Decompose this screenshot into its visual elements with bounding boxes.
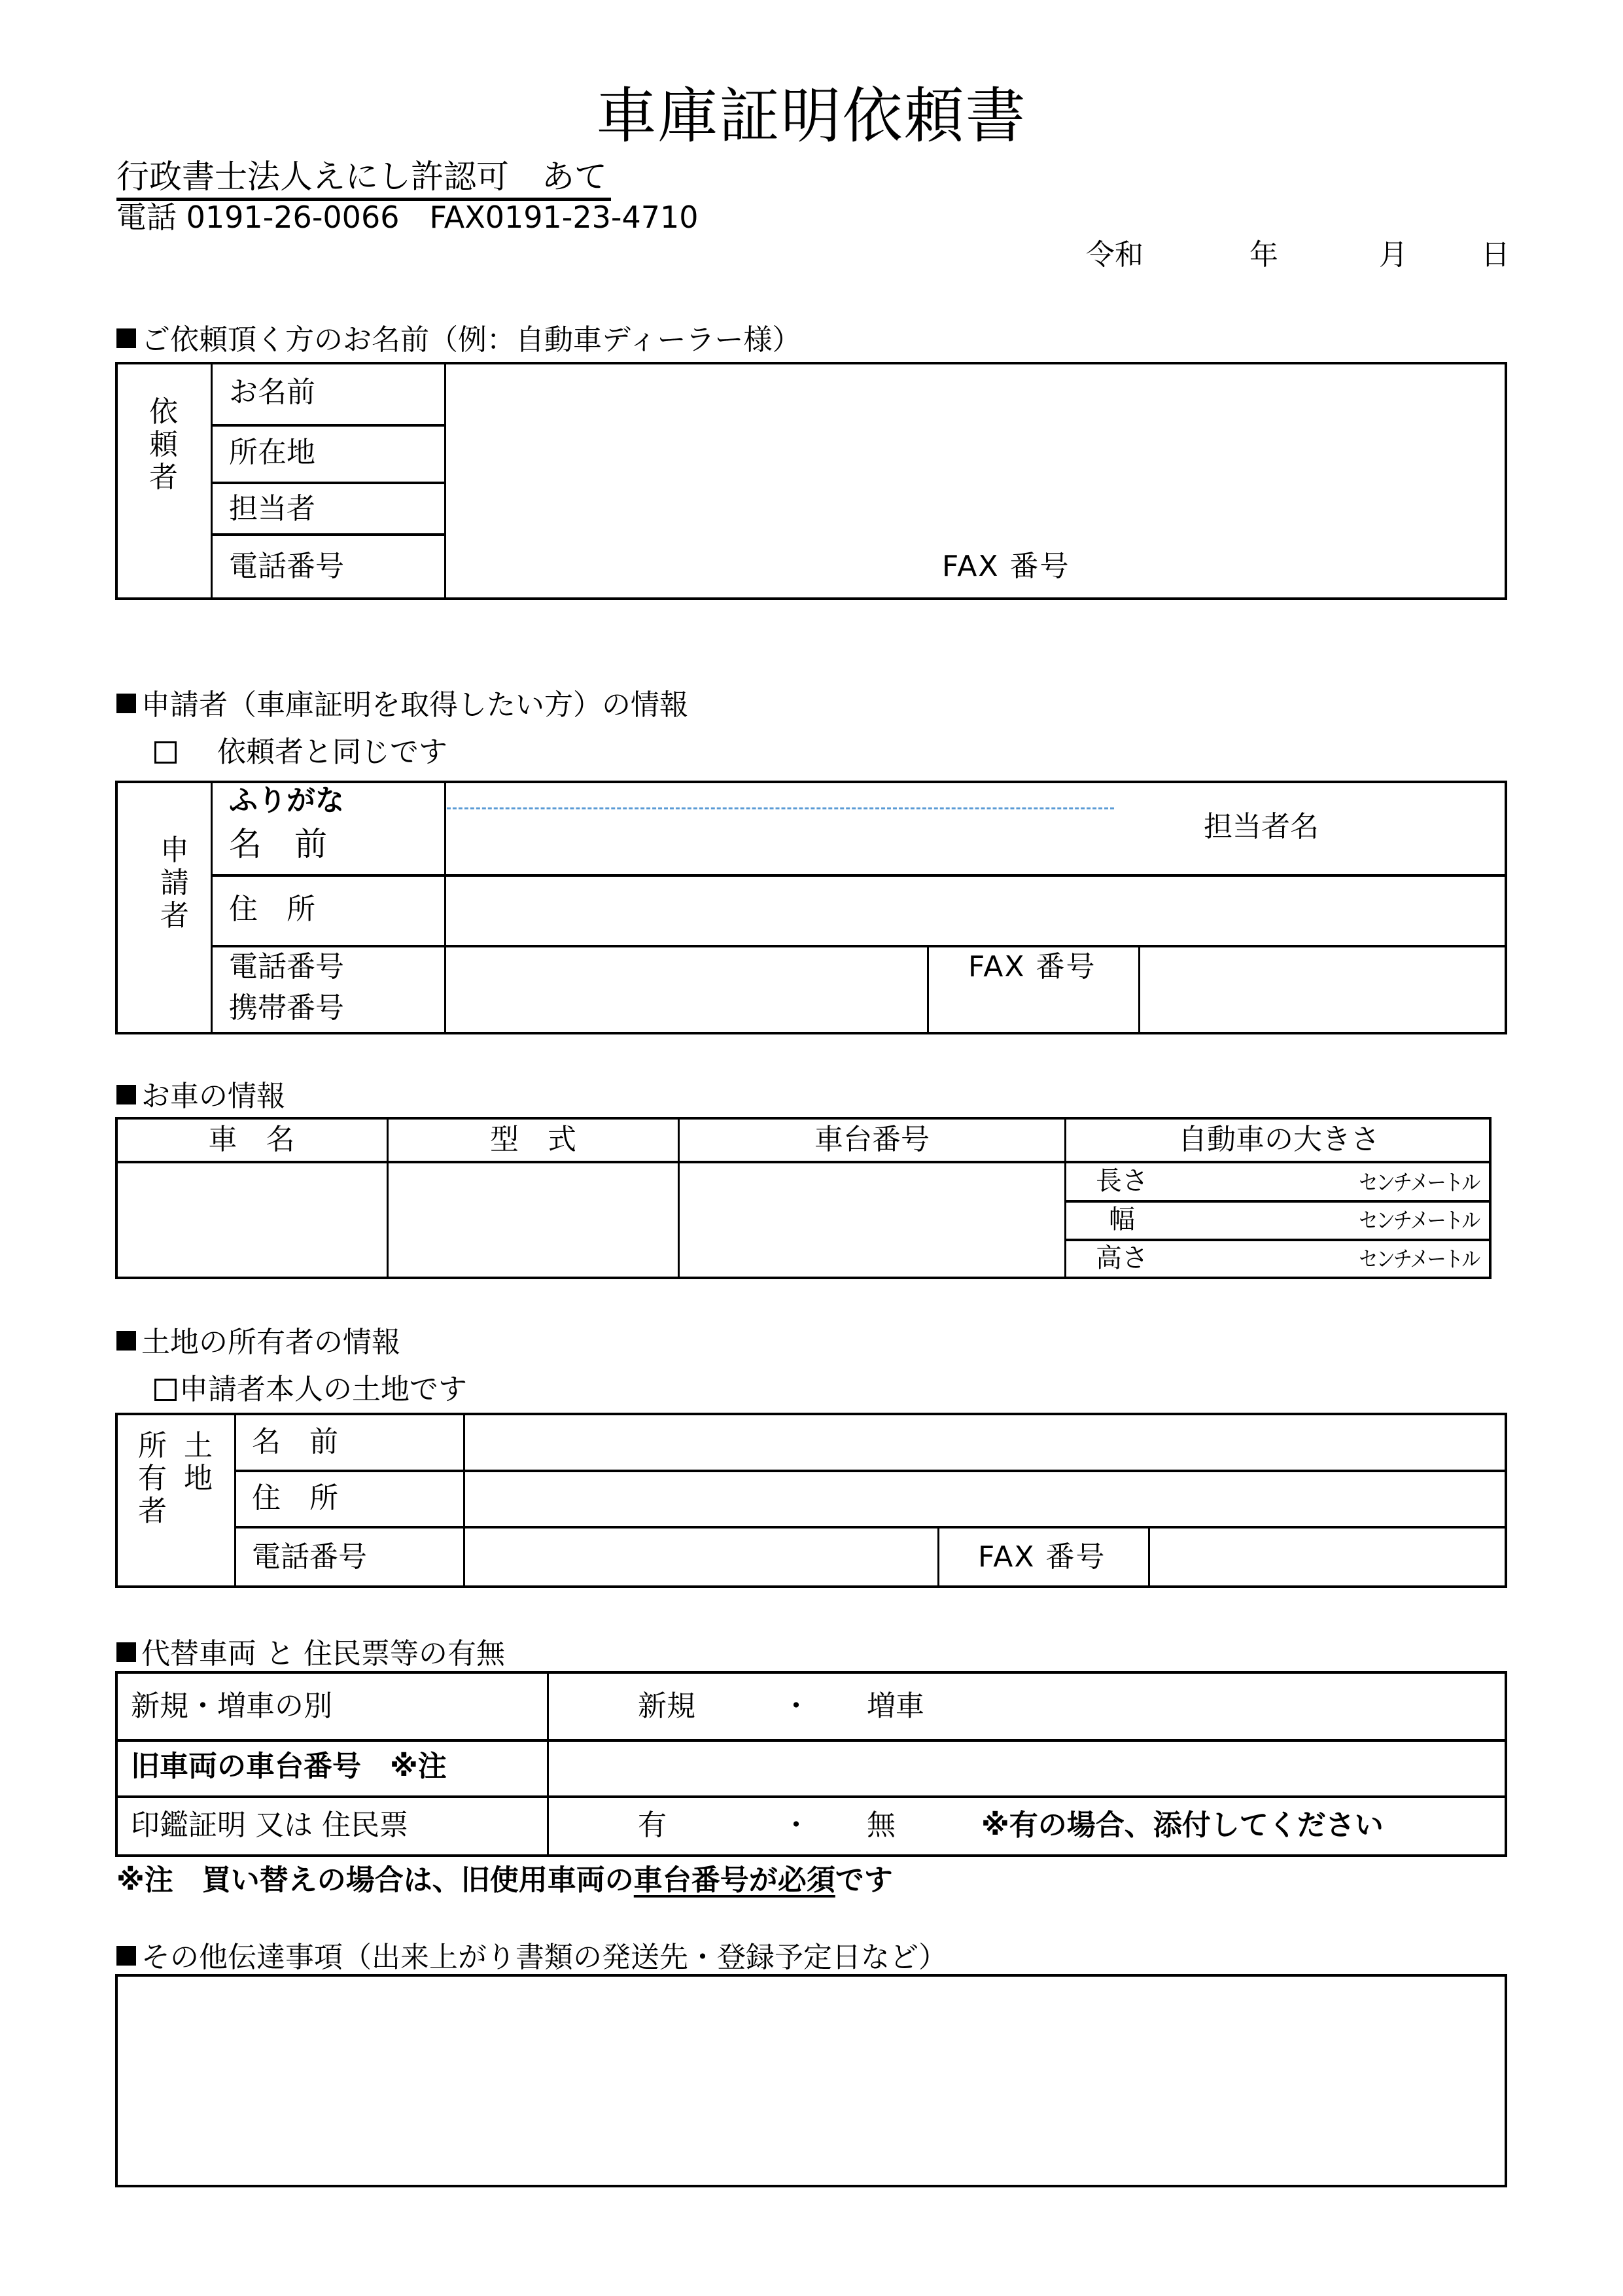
date-month-input[interactable] — [1289, 236, 1374, 275]
divider — [211, 533, 445, 536]
landowner-address-label: 住 所 — [252, 1481, 338, 1515]
square-bullet-icon — [116, 1946, 136, 1966]
side-label-char: 所 — [138, 1429, 167, 1462]
divider — [463, 1414, 465, 1587]
divider — [211, 363, 213, 599]
width-label: 幅 — [1109, 1205, 1135, 1235]
landowner-name-label: 名 前 — [252, 1425, 338, 1458]
applicant-fax-label: FAX 番号 — [968, 950, 1096, 983]
side-label-char: 者 — [149, 461, 178, 494]
divider — [937, 1527, 939, 1587]
date-day-input[interactable] — [1413, 236, 1478, 275]
applicant-name-label: 名 前 — [229, 825, 327, 863]
requester-fax-input[interactable] — [1086, 536, 1505, 597]
landowner-heading-text: 土地の所有者の情報 — [141, 1326, 400, 1359]
square-bullet-icon — [116, 694, 136, 713]
square-bullet-icon — [116, 1331, 136, 1351]
option-no[interactable]: 無 — [867, 1809, 896, 1842]
requester-location-label: 所在地 — [229, 436, 315, 469]
footnote-suffix: です — [835, 1863, 893, 1897]
requester-section-heading — [116, 322, 801, 359]
landowner-side-label-col2 — [182, 1430, 215, 1495]
date-era: 令和 — [1086, 238, 1143, 272]
applicant-heading-text: 申請者（車庫証明を取得したい方）の情報 — [141, 688, 688, 722]
requester-phone-label: 電話番号 — [229, 550, 344, 583]
divider — [444, 782, 446, 1033]
landowner-name-input[interactable] — [466, 1416, 1505, 1470]
requester-name-label: お名前 — [229, 376, 315, 409]
landowner-section-heading — [116, 1324, 400, 1361]
requester-phone-input[interactable] — [447, 536, 931, 597]
own-land-checkbox[interactable] — [154, 1379, 177, 1401]
applicant-fax-input[interactable] — [1140, 947, 1505, 1033]
own-land-option[interactable] — [154, 1371, 467, 1408]
new-or-additional-label: 新規・増車の別 — [131, 1689, 332, 1723]
option-yes[interactable]: 有 — [638, 1809, 667, 1842]
furigana-dashed-line — [447, 807, 1114, 809]
landowner-fax-label: FAX 番号 — [978, 1540, 1106, 1574]
side-label-char: 土 — [184, 1429, 213, 1462]
height-unit: センチメートル — [1359, 1246, 1479, 1273]
column-header-model: 型 式 — [490, 1123, 576, 1156]
other-notes-textarea[interactable] — [115, 1974, 1507, 2187]
old-chassis-number-input[interactable] — [550, 1742, 1505, 1795]
office-phone-fax: 電話 0191-26-0066 FAX0191-23-4710 — [116, 200, 699, 235]
divider — [211, 782, 213, 1033]
length-label: 長さ — [1096, 1166, 1148, 1196]
option-separator: ・ — [782, 1689, 811, 1723]
divider — [116, 1795, 1506, 1798]
length-unit: センチメートル — [1359, 1170, 1479, 1196]
attachment-note: ※有の場合、添付してください — [981, 1809, 1384, 1842]
furigana-label: ふりがな — [229, 784, 344, 817]
landowner-side-label-col1 — [136, 1430, 169, 1528]
option-additional[interactable]: 増車 — [867, 1689, 924, 1723]
vehicle-section-heading — [116, 1078, 285, 1115]
requester-location-input[interactable] — [447, 427, 1505, 482]
landowner-fax-input[interactable] — [1150, 1528, 1505, 1587]
height-input[interactable] — [1164, 1241, 1348, 1278]
landowner-phone-label: 電話番号 — [252, 1540, 367, 1574]
footnote-emphasis: 車台番号が必須 — [633, 1863, 835, 1897]
square-bullet-icon — [116, 328, 136, 348]
width-input[interactable] — [1164, 1203, 1348, 1239]
date-year-label: 年 — [1249, 238, 1278, 272]
divider — [234, 1414, 236, 1587]
applicant-phone-label: 電話番号 — [229, 950, 344, 983]
replacement-heading-text: 代替車両 と 住民票等の有無 — [141, 1637, 505, 1670]
furigana-input[interactable] — [447, 784, 1114, 806]
document-title: 車庫証明依頼書 — [596, 81, 1027, 151]
requester-name-input[interactable] — [447, 365, 1505, 424]
addressee: 行政書士法人えにし許認可 あて — [116, 156, 611, 201]
option-separator: ・ — [782, 1809, 811, 1842]
square-bullet-icon — [116, 1642, 136, 1662]
side-label-char: 地 — [184, 1462, 213, 1495]
seal-certificate-label: 印鑑証明 又は 住民票 — [131, 1809, 408, 1842]
requester-contact-label: 担当者 — [229, 492, 315, 525]
applicant-address-label: 住 所 — [229, 892, 315, 926]
own-land-label: 申請者本人の土地です — [179, 1373, 467, 1406]
model-input[interactable] — [389, 1163, 678, 1277]
column-header-car-name: 車 名 — [208, 1123, 295, 1156]
other-notes-section-heading — [116, 1939, 947, 1976]
side-label-char: 者 — [160, 899, 189, 932]
divider — [211, 482, 445, 484]
old-chassis-number-label: 旧車両の車台番号 ※注 — [131, 1750, 447, 1783]
requester-heading-text: ご依頼頂く方のお名前（例：自動車ディーラー様） — [141, 323, 801, 357]
requester-fax-label: FAX 番号 — [942, 550, 1070, 583]
column-header-vehicle-size: 自動車の大きさ — [1178, 1123, 1380, 1156]
landowner-address-input[interactable] — [466, 1472, 1505, 1526]
divider — [444, 363, 446, 599]
square-bullet-icon — [116, 1085, 136, 1104]
column-header-chassis-number: 車台番号 — [814, 1123, 930, 1156]
car-name-input[interactable] — [118, 1163, 387, 1277]
applicant-mobile-label: 携帯番号 — [229, 991, 344, 1025]
side-label-char: 有 — [138, 1462, 167, 1495]
same-as-requester-label: 依頼者と同じです — [217, 735, 447, 769]
chassis-number-input[interactable] — [680, 1163, 1064, 1277]
other-notes-heading-text: その他伝達事項（出来上がり書類の発送先・登録予定日など） — [141, 1941, 947, 1974]
divider — [547, 1672, 549, 1856]
side-label-char: 頼 — [149, 428, 178, 461]
applicant-side-label — [158, 834, 191, 932]
applicant-contact-name-label: 担当者名 — [1204, 810, 1319, 843]
height-label: 高さ — [1096, 1243, 1148, 1273]
requester-side-label — [147, 396, 180, 494]
option-new[interactable]: 新規 — [638, 1689, 695, 1723]
date-year-input[interactable] — [1158, 236, 1243, 275]
date-day-label: 日 — [1481, 238, 1510, 272]
applicant-phone-input[interactable] — [447, 947, 927, 1033]
landowner-phone-input[interactable] — [466, 1528, 937, 1587]
vehicle-heading-text: お車の情報 — [141, 1080, 285, 1113]
divider — [211, 424, 445, 427]
width-unit: センチメートル — [1359, 1208, 1479, 1234]
same-as-requester-checkbox[interactable] — [154, 741, 177, 764]
length-input[interactable] — [1164, 1163, 1348, 1200]
divider — [927, 946, 929, 1033]
footnote — [116, 1862, 893, 1899]
side-label-char: 者 — [138, 1494, 167, 1528]
replacement-section-heading — [116, 1636, 505, 1672]
footnote-prefix: ※注 買い替えの場合は、旧使用車両の — [116, 1863, 634, 1897]
side-label-char: 申 — [160, 834, 189, 867]
requester-contact-input[interactable] — [447, 484, 1505, 533]
side-label-char: 請 — [160, 866, 189, 900]
same-as-requester-option[interactable] — [154, 734, 447, 771]
applicant-name-input[interactable] — [447, 811, 1114, 873]
applicant-address-input[interactable] — [447, 877, 1505, 945]
date-month-label: 月 — [1379, 238, 1408, 272]
side-label-char: 依 — [149, 395, 178, 429]
applicant-section-heading — [116, 687, 688, 724]
